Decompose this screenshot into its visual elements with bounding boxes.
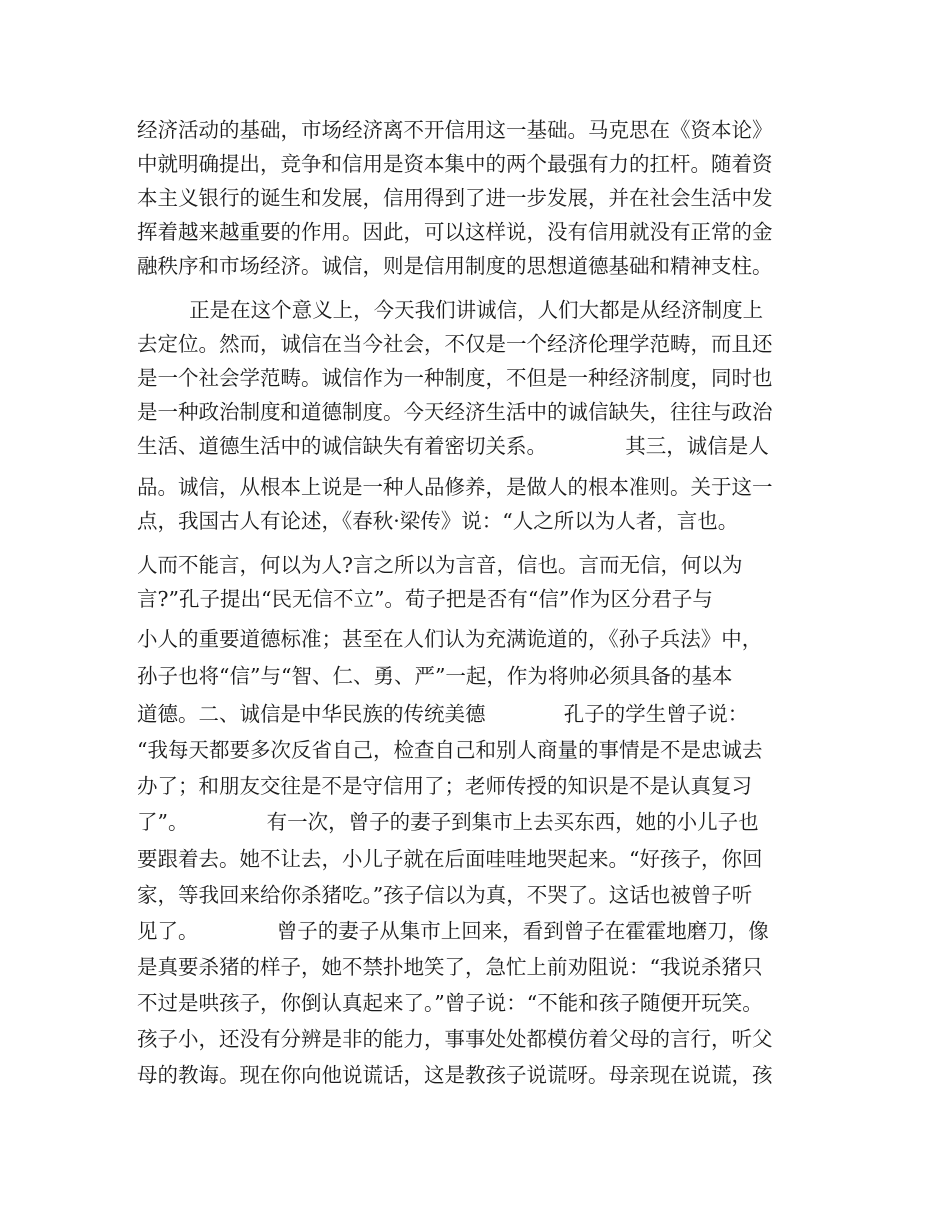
text-line: 孩子小，还没有分辨是非的能力，事事处处都模仿着父母的言行，听父 [137, 1027, 773, 1051]
text-line: 正是在这个意义上，今天我们讲诚信，人们大都是从经济制度上 [137, 298, 764, 322]
text-line: 办了；和朋友交往是不是守信用了；老师传授的知识是不是认真复习 [137, 774, 752, 798]
text-line: 融秩序和市场经济。诚信，则是信用制度的思想道德基础和精神支柱。 [137, 254, 773, 278]
text-line: 本主义银行的诞生和发展，信用得到了进一步发展，并在社会生活中发 [137, 186, 773, 210]
text-line: 小人的重要道德标准；甚至在人们认为充满诡道的，《孙子兵法》中， [137, 627, 763, 651]
text-line: 孙子也将“信”与“智、仁、勇、严”一起，作为将帅必须具备的基本 [137, 664, 733, 688]
text-line: 中就明确提出，竞争和信用是资本集中的两个最强有力的扛杆。随着资 [137, 152, 773, 176]
text-line: 是真要杀猪的样子，她不禁扑地笑了，急忙上前劝阻说：“我说杀猪只 [137, 955, 763, 979]
text-line: 生活、道德生活中的诚信缺失有着密切关系。 其三，诚信是人 [137, 434, 769, 458]
text-line: 品。诚信，从根本上说是一种人品修养，是做人的根本准则。关于这一 [137, 475, 773, 499]
text-line: 是一个社会学范畴。诚信作为一种制度，不但是一种经济制度，同时也 [137, 366, 773, 390]
text-line: 去定位。然而，诚信在当今社会，不仅是一个经济伦理学范畴，而且还 [137, 332, 773, 356]
text-line: 不过是哄孩子，你倒认真起来了。”曾子说：“不能和孩子随便开玩笑。 [137, 991, 763, 1015]
text-line: 言?”孔子提出“民无信不立”。荀子把是否有“信”作为区分君子与 [137, 587, 713, 611]
text-line: 家，等我回来给你杀猪吃。”孩子信以为真，不哭了。这话也被曾子听 [137, 883, 753, 907]
text-line: 了”。 有一次，曾子的妻子到集市上去买东西，她的小儿子也 [137, 810, 759, 834]
text-line: 母的教诲。现在你向他说谎话，这是教孩子说谎呀。母亲现在说谎，孩 [137, 1063, 773, 1087]
text-line: 人而不能言，何以为人?言之所以为言音，信也。言而无信，何以为 [137, 553, 743, 577]
text-line: 要跟着去。她不让去，小儿子就在后面哇哇地哭起来。“好孩子，你回 [137, 847, 763, 871]
text-line: 道德。二、诚信是中华民族的传统美德 孔子的学生曾子说： [137, 702, 749, 726]
text-line: 挥着越来越重要的作用。因此，可以这样说，没有信用就没有正常的金 [137, 220, 773, 244]
text-line: “我每天都要多次反省自己，检查自己和别人商量的事情是不是忠诚去 [137, 738, 763, 762]
text-line: 经济活动的基础，市场经济离不开信用这一基础。马克思在《资本论》 [137, 118, 773, 142]
text-line: 见了。 曾子的妻子从集市上回来，看到曾子在霍霍地磨刀，像 [137, 919, 769, 943]
text-line: 是一种政治制度和道德制度。今天经济生活中的诚信缺失，往往与政治 [137, 400, 773, 424]
text-line: 点，我国古人有论述，《春秋·梁传》说：“人之所以为人者，言也。 [137, 509, 739, 533]
